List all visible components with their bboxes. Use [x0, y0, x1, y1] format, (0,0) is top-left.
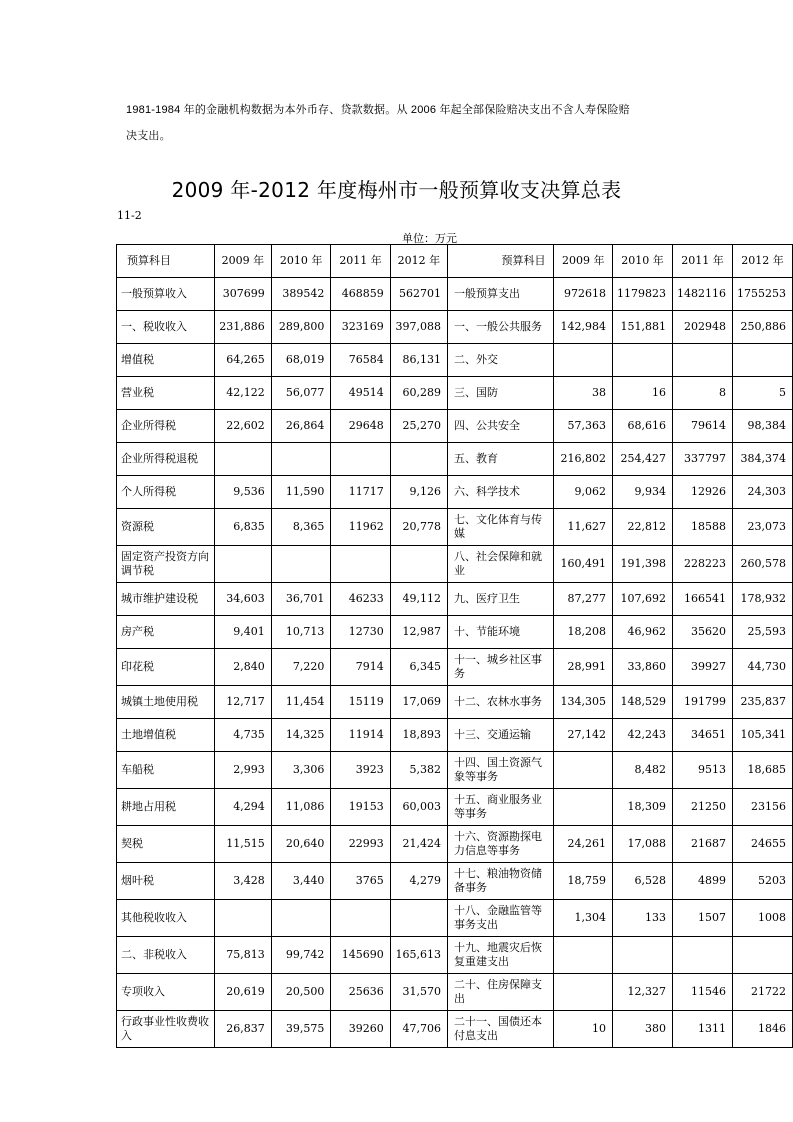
expenditure-item: 六、科学技术	[448, 476, 554, 509]
table-row	[117, 686, 793, 719]
table-cell: 7,220	[271, 649, 331, 686]
table-cell: 23,073	[732, 509, 792, 546]
table-cell: 86,131	[390, 344, 447, 377]
table-cell	[215, 546, 272, 583]
table-cell: 145690	[331, 937, 390, 974]
revenue-item: 印花税	[117, 649, 215, 686]
table-cell: 38	[554, 377, 613, 410]
revenue-item: 企业所得税退税	[117, 443, 215, 476]
expenditure-item: 十三、交通运输	[448, 719, 554, 752]
table-cell: 3,306	[271, 752, 331, 789]
table-cell: 22,812	[612, 509, 672, 546]
table-cell: 31,570	[390, 974, 447, 1011]
table-cell: 39260	[331, 1011, 390, 1048]
table-cell	[271, 546, 331, 583]
table-cell: 4,735	[215, 719, 272, 752]
table-cell: 3,428	[215, 863, 272, 900]
table-cell: 98,384	[732, 410, 792, 443]
expenditure-item: 十九、地震灾后恢复重建支出	[448, 937, 554, 974]
table-cell	[554, 344, 613, 377]
expenditure-item: 十、节能环境	[448, 616, 554, 649]
table-cell: 25,593	[732, 616, 792, 649]
table-cell	[612, 937, 672, 974]
revenue-item: 城市维护建设税	[117, 583, 215, 616]
table-cell: 39,575	[271, 1011, 331, 1048]
expenditure-item: 二十一、国债还本付息支出	[448, 1011, 554, 1048]
table-cell: 29648	[331, 410, 390, 443]
expenditure-item: 四、公共安全	[448, 410, 554, 443]
table-cell: 166541	[672, 583, 732, 616]
table-cell	[390, 900, 447, 937]
table-cell: 35620	[672, 616, 732, 649]
table-cell: 380	[612, 1011, 672, 1048]
revenue-item: 营业税	[117, 377, 215, 410]
table-cell: 1179823	[612, 278, 672, 311]
table-cell: 11,086	[271, 789, 331, 826]
table-cell: 1,304	[554, 900, 613, 937]
table-cell: 178,932	[732, 583, 792, 616]
table-cell: 21687	[672, 826, 732, 863]
revenue-item: 耕地占用税	[117, 789, 215, 826]
table-cell: 47,706	[390, 1011, 447, 1048]
table-cell: 76584	[331, 344, 390, 377]
table-cell: 7914	[331, 649, 390, 686]
table-cell: 107,692	[612, 583, 672, 616]
table-cell	[672, 344, 732, 377]
table-cell: 64,265	[215, 344, 272, 377]
table-cell	[554, 974, 613, 1011]
table-cell: 8	[672, 377, 732, 410]
revenue-item: 房产税	[117, 616, 215, 649]
table-row	[117, 311, 793, 344]
table-row	[117, 649, 793, 686]
revenue-item: 一、税收收入	[117, 311, 215, 344]
table-cell: 9,062	[554, 476, 613, 509]
table-cell: 1507	[672, 900, 732, 937]
table-cell: 11,454	[271, 686, 331, 719]
table-cell: 79614	[672, 410, 732, 443]
table-cell: 142,984	[554, 311, 613, 344]
table-cell: 8,365	[271, 509, 331, 546]
table-cell: 11,627	[554, 509, 613, 546]
table-cell: 49,112	[390, 583, 447, 616]
table-cell	[331, 900, 390, 937]
table-cell	[554, 789, 613, 826]
table-cell: 20,500	[271, 974, 331, 1011]
table-cell: 21722	[732, 974, 792, 1011]
table-cell: 134,305	[554, 686, 613, 719]
column-header: 2011 年	[672, 245, 732, 278]
unit-label: 单位：万元	[402, 232, 457, 245]
column-header: 2010 年	[271, 245, 331, 278]
column-header: 预算科目	[448, 245, 554, 278]
table-cell: 28,991	[554, 649, 613, 686]
table-cell: 1311	[672, 1011, 732, 1048]
table-cell: 68,616	[612, 410, 672, 443]
table-cell: 9,934	[612, 476, 672, 509]
table-cell: 12,987	[390, 616, 447, 649]
table-row	[117, 616, 793, 649]
revenue-item: 资源税	[117, 509, 215, 546]
table-cell: 11717	[331, 476, 390, 509]
table-cell: 384,374	[732, 443, 792, 476]
table-cell: 20,778	[390, 509, 447, 546]
table-cell	[215, 443, 272, 476]
table-cell: 1755253	[732, 278, 792, 311]
expenditure-item: 十六、资源勘探电力信息等事务	[448, 826, 554, 863]
column-header: 预算科目	[117, 245, 215, 278]
table-cell: 34651	[672, 719, 732, 752]
table-row	[117, 752, 793, 789]
table-row	[117, 900, 793, 937]
table-cell	[271, 443, 331, 476]
column-header: 2010 年	[612, 245, 672, 278]
expenditure-item: 十二、农林水事务	[448, 686, 554, 719]
table-cell: 11962	[331, 509, 390, 546]
table-row	[117, 410, 793, 443]
table-cell: 33,860	[612, 649, 672, 686]
table-cell: 18,208	[554, 616, 613, 649]
table-cell: 307699	[215, 278, 272, 311]
table-cell	[390, 546, 447, 583]
table-row	[117, 443, 793, 476]
revenue-item: 行政事业性收费收入	[117, 1011, 215, 1048]
table-row	[117, 937, 793, 974]
table-cell: 9,536	[215, 476, 272, 509]
table-cell: 165,613	[390, 937, 447, 974]
table-row	[117, 583, 793, 616]
table-cell: 44,730	[732, 649, 792, 686]
table-cell: 25636	[331, 974, 390, 1011]
table-cell: 22993	[331, 826, 390, 863]
table-cell	[554, 752, 613, 789]
table-cell: 12926	[672, 476, 732, 509]
revenue-item: 契税	[117, 826, 215, 863]
expenditure-item: 二、外交	[448, 344, 554, 377]
table-cell: 17,088	[612, 826, 672, 863]
table-cell: 289,800	[271, 311, 331, 344]
table-row	[117, 863, 793, 900]
page-title: 2009 年-2012 年度梅州市一般预算收支决算总表	[171, 178, 622, 202]
table-cell: 5,382	[390, 752, 447, 789]
table-cell: 99,742	[271, 937, 331, 974]
table-cell: 17,069	[390, 686, 447, 719]
expenditure-item: 八、社会保障和就业	[448, 546, 554, 583]
expenditure-item: 五、教育	[448, 443, 554, 476]
expenditure-item: 十五、商业服务业等事务	[448, 789, 554, 826]
table-cell: 3765	[331, 863, 390, 900]
table-cell: 389542	[271, 278, 331, 311]
table-cell: 3923	[331, 752, 390, 789]
table-cell: 2,993	[215, 752, 272, 789]
table-cell: 2,840	[215, 649, 272, 686]
table-cell	[732, 937, 792, 974]
table-cell	[331, 443, 390, 476]
table-cell: 6,528	[612, 863, 672, 900]
table-cell: 24655	[732, 826, 792, 863]
table-cell: 5	[732, 377, 792, 410]
table-cell: 20,640	[271, 826, 331, 863]
revenue-item: 一般预算收入	[117, 278, 215, 311]
table-cell: 397,088	[390, 311, 447, 344]
table-cell	[390, 443, 447, 476]
table-cell: 160,491	[554, 546, 613, 583]
table-row	[117, 1011, 793, 1048]
table-cell: 254,427	[612, 443, 672, 476]
table-cell: 148,529	[612, 686, 672, 719]
table-cell: 26,864	[271, 410, 331, 443]
table-cell: 191799	[672, 686, 732, 719]
table-cell: 49514	[331, 377, 390, 410]
table-cell: 42,122	[215, 377, 272, 410]
table-cell: 26,837	[215, 1011, 272, 1048]
table-cell: 1482116	[672, 278, 732, 311]
table-cell: 39927	[672, 649, 732, 686]
table-row	[117, 476, 793, 509]
table-cell: 191,398	[612, 546, 672, 583]
column-header: 2012 年	[732, 245, 792, 278]
table-cell: 21250	[672, 789, 732, 826]
revenue-item: 其他税收收入	[117, 900, 215, 937]
table-row	[117, 826, 793, 863]
expenditure-item: 三、国防	[448, 377, 554, 410]
expenditure-item: 十四、国土资源气象等事务	[448, 752, 554, 789]
table-row	[117, 789, 793, 826]
table-cell: 235,837	[732, 686, 792, 719]
table-cell	[672, 937, 732, 974]
table-cell: 46233	[331, 583, 390, 616]
table-header-row	[117, 245, 793, 278]
column-header: 2011 年	[331, 245, 390, 278]
table-cell: 18,309	[612, 789, 672, 826]
revenue-item: 城镇土地使用税	[117, 686, 215, 719]
table-cell: 34,603	[215, 583, 272, 616]
table-cell: 19153	[331, 789, 390, 826]
table-cell: 4,294	[215, 789, 272, 826]
table-cell: 6,835	[215, 509, 272, 546]
table-cell: 4,279	[390, 863, 447, 900]
table-cell: 105,341	[732, 719, 792, 752]
expenditure-item: 十八、金融监管等事务支出	[448, 900, 554, 937]
table-cell	[331, 546, 390, 583]
table-cell	[732, 344, 792, 377]
table-cell: 18588	[672, 509, 732, 546]
table-cell: 36,701	[271, 583, 331, 616]
budget-table	[116, 244, 793, 1048]
table-cell: 1008	[732, 900, 792, 937]
table-cell: 8,482	[612, 752, 672, 789]
table-cell: 11914	[331, 719, 390, 752]
expenditure-item: 一、一般公共服务	[448, 311, 554, 344]
table-row	[117, 509, 793, 546]
table-cell: 27,142	[554, 719, 613, 752]
table-cell: 260,578	[732, 546, 792, 583]
table-cell: 9,401	[215, 616, 272, 649]
table-cell: 337797	[672, 443, 732, 476]
table-cell: 151,881	[612, 311, 672, 344]
table-row	[117, 377, 793, 410]
table-cell: 25,270	[390, 410, 447, 443]
table-row	[117, 344, 793, 377]
table-cell: 68,019	[271, 344, 331, 377]
table-row	[117, 719, 793, 752]
table-cell: 6,345	[390, 649, 447, 686]
table-cell: 42,243	[612, 719, 672, 752]
table-cell: 24,261	[554, 826, 613, 863]
table-cell: 56,077	[271, 377, 331, 410]
table-cell: 11546	[672, 974, 732, 1011]
table-cell: 21,424	[390, 826, 447, 863]
table-row	[117, 278, 793, 311]
table-cell: 10	[554, 1011, 613, 1048]
table-cell: 22,602	[215, 410, 272, 443]
table-cell: 12730	[331, 616, 390, 649]
table-cell: 57,363	[554, 410, 613, 443]
table-row	[117, 546, 793, 583]
table-cell: 1846	[732, 1011, 792, 1048]
table-cell: 9,126	[390, 476, 447, 509]
revenue-item: 二、非税收入	[117, 937, 215, 974]
table-cell: 11,590	[271, 476, 331, 509]
table-cell: 228223	[672, 546, 732, 583]
table-number: 11-2	[117, 209, 142, 222]
revenue-item: 增值税	[117, 344, 215, 377]
table-cell: 16	[612, 377, 672, 410]
table-cell: 18,759	[554, 863, 613, 900]
table-cell: 5203	[732, 863, 792, 900]
table-cell: 10,713	[271, 616, 331, 649]
table-cell: 323169	[331, 311, 390, 344]
footnote	[126, 97, 706, 149]
table-cell: 60,289	[390, 377, 447, 410]
column-header: 2012 年	[390, 245, 447, 278]
table-cell: 133	[612, 900, 672, 937]
footnote-line-2: 决支出。	[126, 130, 171, 142]
table-cell: 46,962	[612, 616, 672, 649]
table-cell	[612, 344, 672, 377]
table-row	[117, 974, 793, 1011]
revenue-item: 个人所得税	[117, 476, 215, 509]
table-cell: 23156	[732, 789, 792, 826]
table-cell: 20,619	[215, 974, 272, 1011]
table-cell	[554, 937, 613, 974]
revenue-item: 专项收入	[117, 974, 215, 1011]
expenditure-item: 一般预算支出	[448, 278, 554, 311]
revenue-item: 车船税	[117, 752, 215, 789]
revenue-item: 固定资产投资方向调节税	[117, 546, 215, 583]
table-cell: 18,893	[390, 719, 447, 752]
table-cell: 11,515	[215, 826, 272, 863]
table-cell	[215, 900, 272, 937]
table-cell	[271, 900, 331, 937]
table-cell: 12,327	[612, 974, 672, 1011]
table-cell: 12,717	[215, 686, 272, 719]
expenditure-item: 七、文化体育与传媒	[448, 509, 554, 546]
expenditure-item: 十七、粮油物资储备事务	[448, 863, 554, 900]
footnote-line-1: 1981-1984 年的金融机构数据为本外币存、贷款数据。从 2006 年起全部保险赔决支出不含人寿保险赔	[126, 104, 630, 116]
revenue-item: 土地增值税	[117, 719, 215, 752]
expenditure-item: 十一、城乡社区事务	[448, 649, 554, 686]
table-cell: 4899	[672, 863, 732, 900]
table-cell: 18,685	[732, 752, 792, 789]
table-cell: 60,003	[390, 789, 447, 826]
table-cell: 24,303	[732, 476, 792, 509]
revenue-item: 企业所得税	[117, 410, 215, 443]
table-cell: 231,886	[215, 311, 272, 344]
table-cell: 9513	[672, 752, 732, 789]
table-cell: 14,325	[271, 719, 331, 752]
table-cell: 216,802	[554, 443, 613, 476]
expenditure-item: 九、医疗卫生	[448, 583, 554, 616]
revenue-item: 烟叶税	[117, 863, 215, 900]
table-cell: 468859	[331, 278, 390, 311]
table-cell: 202948	[672, 311, 732, 344]
table-cell: 87,277	[554, 583, 613, 616]
column-header: 2009 年	[554, 245, 613, 278]
table-cell: 562701	[390, 278, 447, 311]
column-header: 2009 年	[215, 245, 272, 278]
table-cell: 250,886	[732, 311, 792, 344]
table-cell: 75,813	[215, 937, 272, 974]
expenditure-item: 二十、住房保障支出	[448, 974, 554, 1011]
table-cell: 972618	[554, 278, 613, 311]
table-cell: 3,440	[271, 863, 331, 900]
table-cell: 15119	[331, 686, 390, 719]
